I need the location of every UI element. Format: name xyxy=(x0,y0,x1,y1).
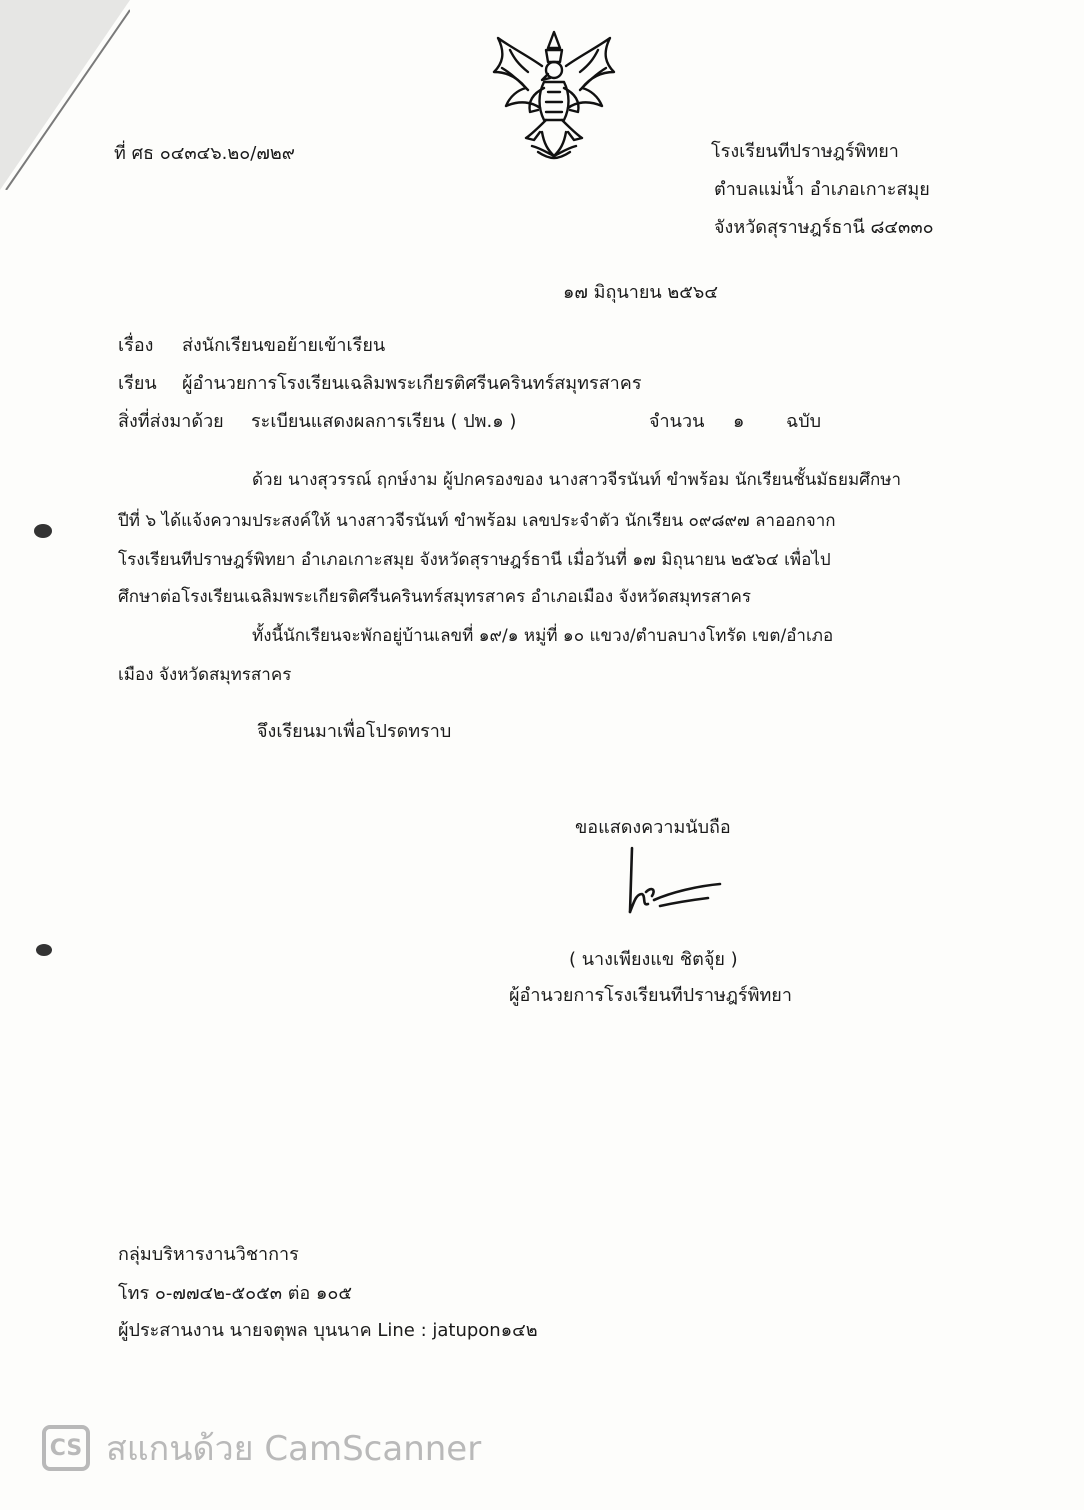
subject-label: เรื่อง xyxy=(118,335,154,356)
enclosure-qty-value: ๑ xyxy=(733,411,745,432)
body-p1-line4: ศึกษาต่อโรงเรียนเฉลิมพระเกียรติศรีนครินทร์สมุทรสาคร อำเภอเมือง จังหวัดสมุทรสาคร xyxy=(118,587,751,607)
letter-date: ๑๗ มิถุนายน ๒๕๖๔ xyxy=(563,282,718,303)
garuda-emblem-icon xyxy=(488,28,620,160)
camscanner-logo-icon: CS xyxy=(42,1425,90,1471)
recipient-label: เรียน xyxy=(118,373,157,394)
punch-hole-mark xyxy=(34,524,52,538)
body-p2-line2: เมือง จังหวัดสมุทรสาคร xyxy=(118,665,292,685)
school-address-line2: จังหวัดสุราษฎร์ธานี ๘๔๓๓๐ xyxy=(714,217,934,238)
camscanner-watermark xyxy=(42,1421,481,1475)
document-number: ที่ ศธ ๐๔๓๔๖.๒๐/๗๒๙ xyxy=(114,143,295,164)
signer-name: ( นางเพียงแข ชิตจุ้ย ) xyxy=(569,949,738,970)
signer-position: ผู้อำนวยการโรงเรียนทีปราษฎร์พิทยา xyxy=(509,985,792,1006)
body-p1-line2: ปีที่ ๖ ได้แจ้งความประสงค์ให้ นางสาวจีรนันท์ ขำพร้อม เลขประจำตัว นักเรียน ๐๙๘๙๗ ลาออกจาก xyxy=(118,511,836,531)
footer-department: กลุ่มบริหารงานวิชาการ xyxy=(118,1244,299,1265)
scan-corner-shadow xyxy=(0,0,130,190)
school-address-line1: ตำบลแม่น้ำ อำเภอเกาะสมุย xyxy=(714,179,930,200)
handwritten-signature xyxy=(612,842,732,922)
enclosure-label: สิ่งที่ส่งมาด้วย xyxy=(118,411,224,432)
enclosure-qty-label: จำนวน xyxy=(649,411,705,432)
enclosure-qty-unit: ฉบับ xyxy=(786,411,822,432)
school-name: โรงเรียนทีปราษฎร์พิทยา xyxy=(711,141,899,162)
closing-salutation: ขอแสดงความนับถือ xyxy=(575,817,731,838)
footer-phone: โทร ๐-๗๗๔๒-๕๐๕๓ ต่อ ๑๐๕ xyxy=(118,1283,352,1304)
footer-coordinator: ผู้ประสานงาน นายจตุพล บุนนาค Line : jatupon๑๔๒ xyxy=(118,1320,538,1341)
body-p1-line1: ด้วย นางสุวรรณ์ ฤกษ์งาม ผู้ปกครองของ นางสาวจีรนันท์ ขำพร้อม นักเรียนชั้นมัธยมศึกษา xyxy=(252,470,902,490)
punch-hole-mark xyxy=(36,944,52,956)
body-p1-line3: โรงเรียนทีปราษฎร์พิทยา อำเภอเกาะสมุย จังหวัดสุราษฎร์ธานี เมื่อวันที่ ๑๗ มิถุนายน ๒๕๖๔ เพื่อไป xyxy=(118,550,831,570)
subject-text: ส่งนักเรียนขอย้ายเข้าเรียน xyxy=(182,335,386,356)
recipient-text: ผู้อำนวยการโรงเรียนเฉลิมพระเกียรติศรีนครินทร์สมุทรสาคร xyxy=(182,373,642,394)
enclosure-text: ระเบียนแสดงผลการเรียน ( ปพ.๑ ) xyxy=(251,411,517,432)
closing-request: จึงเรียนมาเพื่อโปรดทราบ xyxy=(257,721,452,742)
body-p2-line1: ทั้งนี้นักเรียนจะพักอยู่บ้านเลขที่ ๑๙/๑ หมู่ที่ ๑๐ แขวง/ตำบลบางโทรัด เขต/อำเภอ xyxy=(252,626,834,646)
camscanner-text: สแกนด้วย CamScanner xyxy=(106,1429,482,1469)
